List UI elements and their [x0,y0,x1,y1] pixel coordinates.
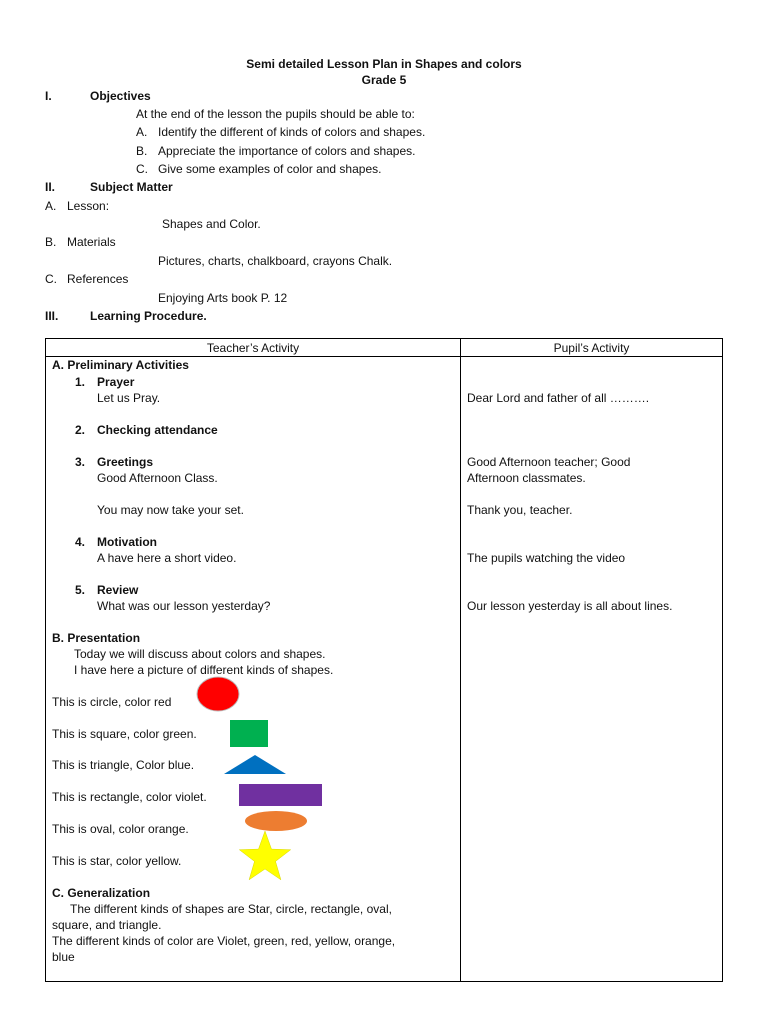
prelim-num: 4. [75,535,86,549]
pupil-response: The pupils watching the video [467,551,626,565]
prelim-line: Good Afternoon Class. [97,471,218,485]
subject-label: References [67,272,129,286]
green-square-shape [230,720,268,747]
activity-table [45,338,723,982]
section-num-procedure: III. [45,309,59,323]
generalization-line: The different kinds of shapes are Star, circle, rectangle, oval, [70,902,392,916]
pupil-response: Good Afternoon teacher; Good [467,455,631,469]
prelim-line: You may now take your set. [97,503,244,517]
objectives-intro: At the end of the lesson the pupils should be able to: [136,107,415,121]
subject-letter: C. [45,272,57,286]
prelim-line: What was our lesson yesterday? [97,599,271,613]
generalization-line: square, and triangle. [52,918,162,932]
objective-letter: B. [136,144,148,158]
presentation-line: I have here a picture of different kinds of shapes. [74,663,334,677]
section-heading-subject: Subject Matter [90,180,173,194]
prelim-num: 5. [75,583,86,597]
prelim-title: Prayer [97,375,135,389]
prelim-line: Let us Pray. [97,391,161,405]
column-header-teacher: Teacher’s Activity [46,339,461,357]
section-num-objectives: I. [45,89,52,103]
generalization-heading: C. Generalization [52,886,151,900]
orange-oval-shape [245,811,307,831]
shape-caption-triangle: This is triangle, Color blue. [52,758,195,772]
pupil-response: Afternoon classmates. [467,471,586,485]
document-title: Semi detailed Lesson Plan in Shapes and colors [246,57,522,71]
teacher-activity-cell [46,357,461,982]
objective-text: Give some examples of color and shapes. [158,162,382,176]
shape-caption-square: This is square, color green. [52,727,197,741]
objective-letter: C. [136,162,148,176]
shape-caption-oval: This is oval, color orange. [52,822,189,836]
section-heading-objectives: Objectives [90,89,151,103]
prelim-line: A have here a short video. [97,551,237,565]
subject-value: Pictures, charts, chalkboard, crayons Chalk. [158,254,393,268]
subject-value: Enjoying Arts book P. 12 [158,291,288,305]
subject-value: Shapes and Color. [162,217,261,231]
subject-letter: A. [45,199,57,213]
section-heading-procedure: Learning Procedure. [90,309,207,323]
prelim-heading: A. Preliminary Activities [52,358,189,372]
objective-text: Identify the different of kinds of colors and shapes. [158,125,426,139]
prelim-num: 1. [75,375,86,389]
blue-triangle-shape [224,755,286,774]
presentation-heading: B. Presentation [52,631,141,645]
shape-caption-rectangle: This is rectangle, color violet. [52,790,207,804]
grade-label: Grade 5 [361,73,407,87]
pupil-response: Our lesson yesterday is all about lines. [467,599,673,613]
objective-text: Appreciate the importance of colors and shapes. [158,144,416,158]
prelim-num: 2. [75,423,86,437]
shape-caption-star: This is star, color yellow. [52,854,182,868]
generalization-line: blue [52,950,75,964]
subject-label: Materials [67,235,116,249]
generalization-line: The different kinds of color are Violet, green, red, yellow, orange, [52,934,396,948]
prelim-title: Motivation [97,535,157,549]
column-header-pupil: Pupil’s Activity [461,339,723,357]
subject-label: Lesson: [67,199,110,213]
prelim-num: 3. [75,455,86,469]
presentation-line: Today we will discuss about colors and shapes. [74,647,326,661]
prelim-title: Review [97,583,139,597]
section-num-subject: II. [45,180,56,194]
pupil-response: Thank you, teacher. [467,503,573,517]
subject-letter: B. [45,235,57,249]
pupil-activity-cell [461,357,723,982]
prelim-title: Greetings [97,455,154,469]
violet-rectangle-shape [239,784,322,806]
red-circle-shape [197,677,239,711]
yellow-star-shape [239,831,290,880]
prelim-title: Checking attendance [97,423,218,437]
pupil-response: Dear Lord and father of all ………. [467,391,650,405]
objective-letter: A. [136,125,148,139]
shape-caption-circle: This is circle, color red [52,695,172,709]
